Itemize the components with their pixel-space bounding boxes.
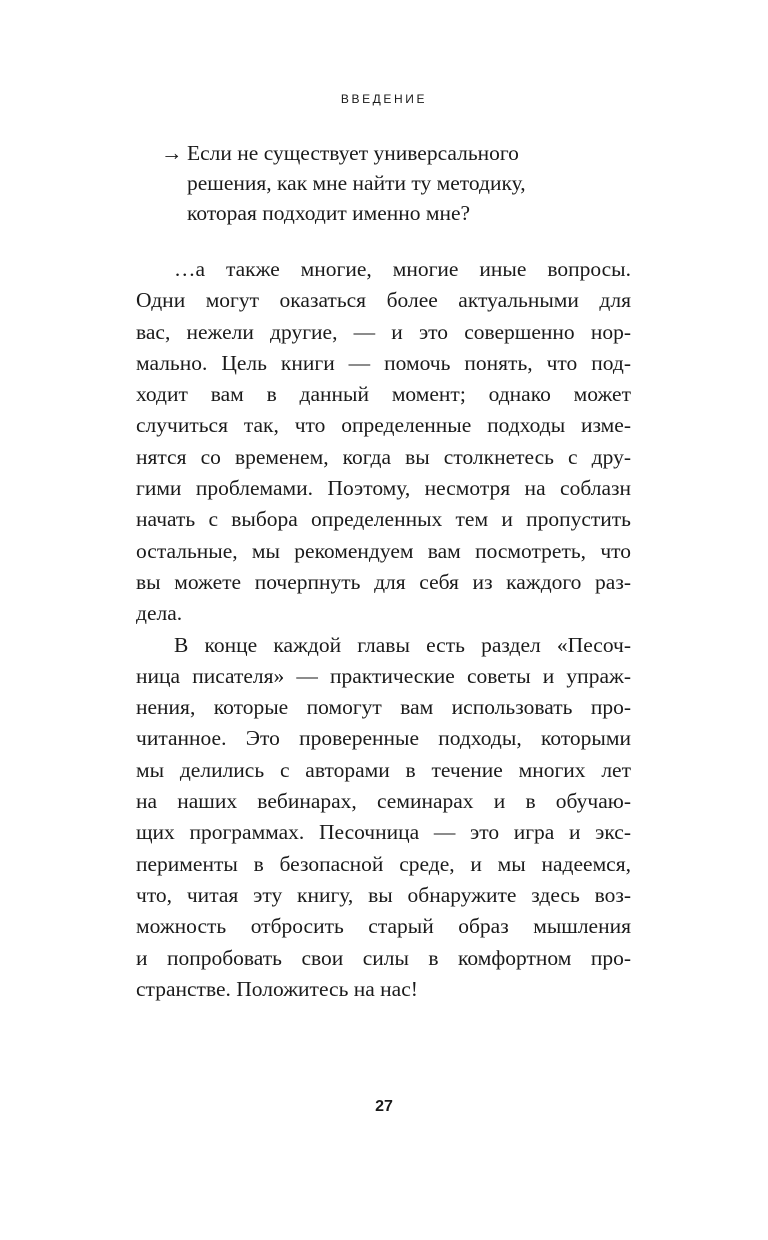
paragraph-1	[136, 254, 631, 630]
text-line: что, читая эту книгу, вы обнаружите здесь воз-	[136, 882, 631, 907]
text-line: ходит вам в данный момент; однако может	[136, 382, 631, 407]
bullet-line: решения, как мне найти ту методику,	[187, 171, 526, 195]
text-line: нятся со временем, когда вы столкнетесь с дру-	[136, 444, 631, 469]
text-line: перименты в безопасной среде, и мы надеемся,	[136, 851, 631, 876]
running-head: ВВЕДЕНИЕ	[340, 92, 428, 106]
text-line: читанное. Это проверенные подходы, которыми	[136, 726, 631, 751]
text-line: мально. Цель книги — помочь понять, что под-	[136, 350, 631, 375]
text-line: начать с выбора определенных тем и пропустить	[136, 507, 631, 532]
text-line: случиться так, что определенные подходы изме-	[136, 413, 631, 438]
text-line: мы делились с авторами в течение многих лет	[136, 757, 631, 782]
text-line: странстве. Положитесь на нас!	[136, 976, 418, 1001]
text-line: гими проблемами. Поэтому, несмотря на соблазн	[136, 476, 631, 501]
paragraph-2	[136, 630, 631, 1006]
bullet-line: которая подходит именно мне?	[187, 201, 471, 225]
text-line: щих программах. Песочница — это игра и экс-	[136, 820, 631, 845]
text-line: ница писателя» — практические советы и упраж-	[136, 663, 631, 688]
text-line: остальные, мы рекомендуем вам посмотреть, что	[136, 538, 631, 563]
page-number: 27	[375, 1098, 393, 1115]
text-line: …а также многие, многие иные вопросы.	[174, 257, 631, 281]
text-line: нения, которые помогут вам использовать про-	[136, 695, 631, 720]
text-line: и попробовать свои силы в комфортном про-	[136, 945, 631, 970]
bullet-line: Если не существует универсального	[187, 141, 519, 165]
text-line: дела.	[136, 601, 183, 626]
text-line: на наших вебинарах, семинарах и в обучаю-	[136, 789, 631, 814]
text-line: можность отбросить старый образ мышления	[136, 914, 631, 939]
body-text	[136, 254, 631, 1005]
text-line: вас, нежели другие, — и это совершенно нор-	[136, 319, 631, 344]
text-line: В конце каждой главы есть раздел «Песоч-	[174, 632, 631, 657]
arrow-icon: →	[161, 141, 183, 165]
text-line: Одни могут оказаться более актуальными для	[136, 288, 631, 313]
text-line: вы можете почерпнуть для себя из каждого раз-	[136, 569, 631, 594]
bullet-item	[161, 138, 581, 228]
